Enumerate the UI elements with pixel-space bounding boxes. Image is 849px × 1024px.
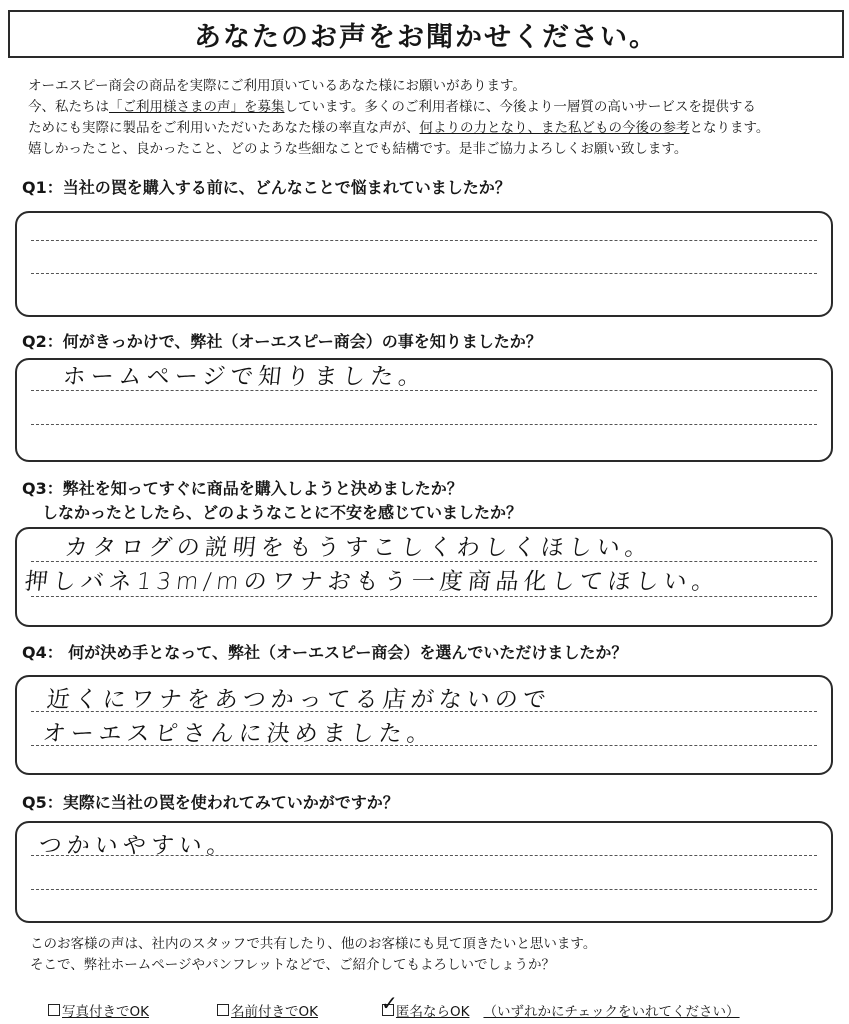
- q4-answer-line-2: オーエスピさんに決めました。: [41, 721, 437, 747]
- q1-question: Q1：当社の罠を購入する前に、どんなことで悩まれていましたか？: [22, 178, 511, 197]
- form-title-box: [8, 10, 844, 58]
- q4-answer-box[interactable]: [15, 675, 833, 775]
- intro-line-3: [28, 118, 828, 139]
- q2-rule-2: [31, 424, 817, 425]
- option-name-label: 名前付きでOK: [230, 1004, 318, 1020]
- intro-line-3-pre: ためにも実際に製品をご利用いただいたあなた様の率直な声が、: [28, 120, 420, 136]
- q2-question: Q2：何がきっかけで、弊社（オーエスピー商会）の事を知りましたか？: [22, 332, 542, 351]
- form-title: あなたのお声をお聞かせください。: [194, 21, 658, 53]
- q2-answer-box[interactable]: [15, 358, 833, 462]
- option-photo[interactable]: [48, 1000, 149, 1020]
- anon-checkbox[interactable]: [380, 991, 398, 1016]
- q5-answer-line-1: つかいやすい。: [37, 833, 237, 859]
- photo-checkbox[interactable]: [48, 1004, 60, 1016]
- option-anon[interactable]: [380, 991, 740, 1020]
- q4-question: Q4： 何が決め手となって、弊社（オーエスピー商会）を選んでいただけましたか？: [22, 643, 628, 662]
- q1-rule-1: [31, 240, 817, 241]
- intro-line-3-underlined: 何よりの力となり、また私どもの今後の参考: [419, 120, 690, 136]
- intro-line-2-post: しています。多くのご利用者様に、今後より一層質の高いサービスを提供する: [284, 99, 756, 115]
- option-photo-label: 写真付きでOK: [62, 1004, 149, 1020]
- check-mark-icon: ✓: [380, 991, 398, 1015]
- intro-line-2-underlined: 「ご利用様さまの声」を募集: [109, 99, 285, 115]
- footer-note: [30, 934, 596, 976]
- q3-question: [22, 477, 522, 525]
- q2-answer-line-1: ホームページで知りました。: [61, 364, 428, 390]
- intro-line-1: オーエスピー商会の商品を実際にご利用頂いているあなた様にお願いがあります。: [28, 78, 526, 94]
- q1-answer-box[interactable]: [15, 211, 833, 317]
- q3-rule-2: [31, 596, 817, 597]
- intro-paragraph: [28, 76, 828, 160]
- q3-question-line-2: しなかったとしたら、どのようなことに不安を感じていましたか？: [42, 503, 523, 522]
- option-name[interactable]: [217, 1000, 318, 1020]
- q5-answer-box[interactable]: [15, 821, 833, 923]
- q3-answer-box[interactable]: [15, 527, 833, 627]
- intro-line-2: [28, 97, 828, 118]
- q1-rule-2: [31, 273, 817, 274]
- q4-answer-line-1: 近くにワナをあつかってる店がないので: [45, 687, 553, 713]
- footer-line-2: そこで、弊社ホームページやパンフレットなどで、ご紹介してもよろしいでしょうか？: [30, 957, 556, 973]
- intro-line-4: 嬉しかったこと、良かったこと、どのような些細なことでも結構です。是非ご協力よろしくお願い致します。: [28, 141, 688, 157]
- q3-answer-line-1: カタログの説明をもうすこしくわしくほしい。: [63, 535, 655, 561]
- intro-line-2-pre: 今、私たちは: [28, 99, 109, 115]
- permission-options: [48, 991, 740, 1020]
- q3-question-line-1: Q3：弊社を知ってすぐに商品を購入しようと決めましたか？: [22, 479, 463, 498]
- footer-line-1: このお客様の声は、社内のスタッフで共有したり、他のお客様にも見て頂きたいと思います。: [30, 936, 597, 952]
- q5-rule-2: [31, 889, 817, 890]
- intro-line-3-post: となります。: [689, 120, 770, 136]
- q5-question: Q5：実際に当社の罠を使われてみていかがですか？: [22, 793, 399, 812]
- option-anon-label: 匿名ならOK: [395, 1004, 470, 1020]
- permission-note: （いずれかにチェックをいれてください）: [483, 1004, 740, 1020]
- name-checkbox[interactable]: [217, 1004, 229, 1016]
- q3-answer-line-2: 押しバネ13m/mのワナおもう一度商品化してほしい。: [23, 569, 721, 595]
